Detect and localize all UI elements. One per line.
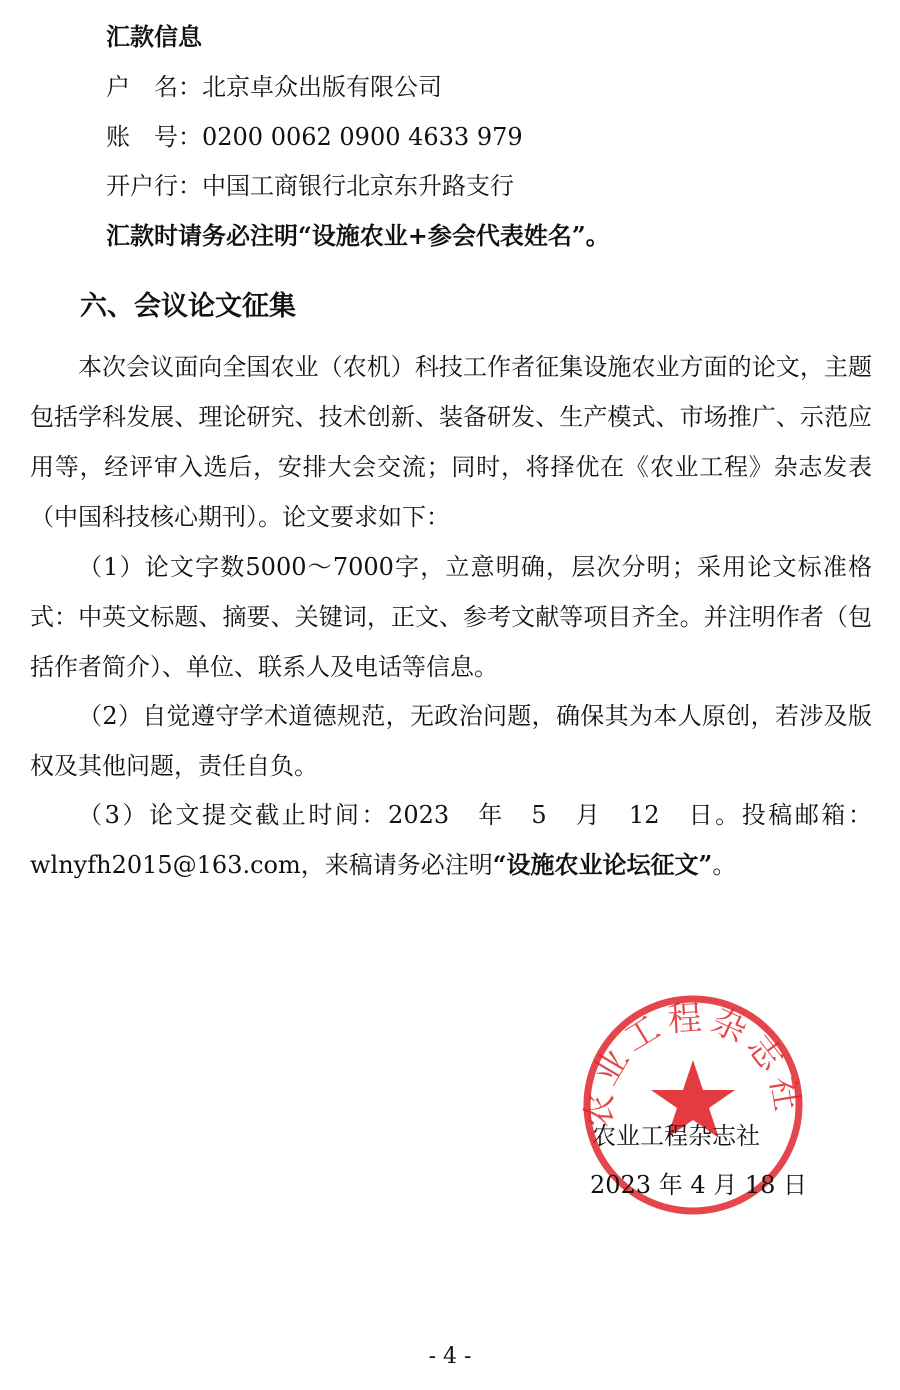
requirement-1: （1）论文字数5000～7000字，立意明确，层次分明；采用论文标准格式：中英文标题、摘要、关键词，正文、参考文献等项目齐全。并注明作者（包括作者简介）、单位、联系人及电话等信息。 [30,553,872,681]
page-number: - 4 - [428,1344,472,1369]
section-heading: 六、会议论文征集 [80,291,296,322]
requirement-2: （2）自觉遵守学术道德规范，无政治问题，确保其为本人原创，若涉及版权及其他问题，责任自负。 [30,702,872,780]
requirement-3-text: （3）论文提交截止时间：2023 年 5 月 12 日。投稿邮箱：wlnyfh2015@163.com，来稿请务必注明 [30,801,872,879]
remit-note: 汇款时请务必注明“设施农业+参会代表姓名”。 [106,221,610,250]
section-intro: 本次会议面向全国农业（农机）科技工作者征集设施农业方面的论文，主题包括学科发展、理论研究、技术创新、装备研发、生产模式、市场推广、示范应用等，经评审入选后，安排大会交流；同时，将择优在《农业工程》杂志发表（中国科技核心期刊）。论文要求如下： [30,353,872,531]
requirement-3-emphasis: “设施农业论坛征文” [492,850,713,879]
signature-org: 农业工程杂志社 [592,1122,760,1150]
requirement-3-end: 。 [712,851,737,879]
remit-title: 汇款信息 [106,22,202,51]
signature-date: 2023 年 4 月 18 日 [590,1171,808,1199]
requirement-3 [30,790,872,890]
account-name: 户 名：北京卓众出版有限公司 [106,73,442,101]
account-number: 账 号：0200 0062 0900 4633 979 [106,123,523,151]
seal-text: 农业工程杂志社 [579,997,808,1129]
bank-name: 开户行：中国工商银行北京东升路支行 [106,172,514,200]
